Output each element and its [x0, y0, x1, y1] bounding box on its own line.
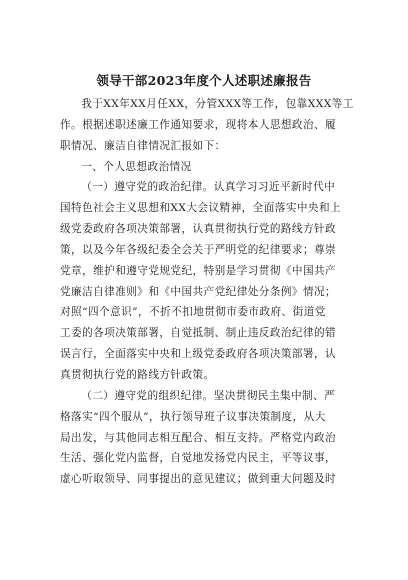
- paragraph-intro: [60, 94, 354, 157]
- section-heading: [60, 157, 350, 178]
- text-line: （二）遵守党的组织纪律。坚决贯彻民主集中制、严: [81, 389, 336, 402]
- text-line: 一、个人思想政治情况: [81, 160, 192, 173]
- text-line: 作。根据述职述廉工作通知要求，现将本人思想政治、履: [60, 118, 337, 131]
- text-line: 国特色社会主义思想和XX大会议精神，全面落实中央和上: [60, 202, 342, 215]
- paragraph-political-discipline: [60, 177, 350, 385]
- text-line: 生活、强化党内监督，自觉地发扬党内民主，平等议事，: [60, 452, 337, 465]
- text-line: 职情况、廉洁自律情况汇报如下：: [60, 139, 226, 152]
- document-body: [60, 94, 354, 490]
- document-title: 领导干部2023年度个人述职述廉报告: [96, 73, 312, 88]
- text-line: 对照“四个意识”，不折不扣地贯彻市委市政府、街道党: [60, 306, 326, 319]
- text-line: 真贯彻执行党的路线方针政策。: [60, 368, 215, 381]
- paragraph-organizational-discipline: [60, 386, 350, 490]
- text-line: 虚心听取领导、同事提出的意见建议；做到重大问题及时: [60, 473, 337, 486]
- text-line: 局出发，与其他同志相互配合、相互支持。严格党内政治: [60, 431, 337, 444]
- text-line: 我于XX年XX月任XX，分管XXX等工作，包靠XXX等工: [81, 98, 354, 110]
- text-line: 党廉洁自律准则》和《中国共产党纪律处分条例》情况；: [60, 285, 337, 298]
- text-line: （一）遵守党的政治纪律。认真学习习近平新时代中: [81, 181, 336, 194]
- text-line: 党章，维护和遵守党规党纪，特别是学习贯彻《中国共产: [60, 264, 337, 277]
- text-line: 工委的各项决策部署，自觉抵制、制止违反政治纪律的错: [60, 327, 337, 340]
- text-line: 级党委政府各项决策部署，认真贯彻执行党的路线方针政: [60, 223, 337, 236]
- text-line: 策，以及今年各级纪委全会关于严明党的纪律要求；尊崇: [60, 243, 337, 256]
- text-line: 误言行，全面落实中央和上级党委政府各项决策部署，认: [60, 348, 337, 361]
- text-line: 格落实“四个服从”，执行领导班子议事决策制度，从大: [60, 410, 326, 423]
